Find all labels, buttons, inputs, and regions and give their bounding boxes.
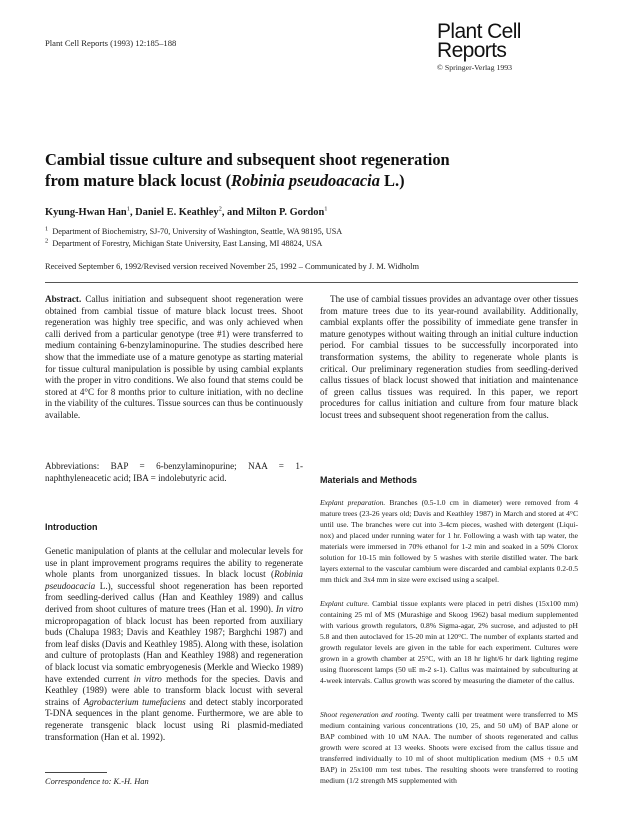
- intro-segment-5: and detect stably incorporated T-DNA sequences in the plant genome. Furthermore, we are able to regenerate transgenic black locust using Ri plasmid-mediated transformation (Han et al. 1992).: [45, 696, 303, 742]
- author-separator-1: ,: [129, 207, 136, 218]
- footnote-divider: [45, 772, 107, 773]
- author-1: Kyung-Hwan Han: [45, 207, 127, 218]
- intro-segment-4: methods for the species. Davis and Keathley (1989) were able to transform black locust with several strains of: [45, 673, 303, 707]
- author-2: Daniel E. Keathley: [135, 207, 219, 218]
- affiliation-2-text: Department of Forestry, Michigan State University, East Lansing, MI 48824, USA: [52, 239, 323, 248]
- affiliation-1-text: Department of Biochemistry, SJ-70, University of Washington, Seattle, WA 98195, USA: [52, 227, 343, 236]
- affiliation-2-mark: 2: [45, 237, 49, 245]
- author-1-affiliation-mark: 1: [126, 205, 130, 213]
- intro-italic-1: Robinia pseudoacacia: [45, 569, 303, 591]
- introduction-continued-text: The use of cambial tissues provides an advantage over other tissues from mature trees due to its year-round availability. Additionally, cambial explants offer the possibility of immediate gene transfer in mature genotypes without waiting through an initial culture induction period. For cambial tissues to be successfully incorporated into transformation systems, the ability to regenerate whole plants is critical. Our preliminary regeneration studies from seedling-derived callus tissues of black locust showed that initiation and maintenance of green callus tissues was required. In this paper, we report procedures for callus initiation and culture from four mature black locust trees and subsequent shoot regeneration from the callus.: [320, 294, 578, 420]
- affiliation-1-mark: 1: [45, 225, 49, 233]
- introduction-body: [45, 546, 303, 743]
- affiliation-2: [45, 238, 585, 250]
- abbreviations-text: Abbreviations: BAP = 6-benzylaminopurine; NAA = 1-naphthyleneacetic acid; IBA = indolebutyric acid.: [45, 461, 303, 483]
- title-line-1: Cambial tissue culture and subsequent shoot regeneration: [45, 150, 450, 169]
- explant-preparation-text: Branches (0.5-1.0 cm in diameter) were removed from 4 mature trees (23-26 years old; Davis and Keathley 1987) in March and stored at 4°C until use. The branches were cut into 3-4cm pieces, washed with detergent (Liqui-nox) and placed under running water for 1 hr. Following a wash with tap water, the materials were immersed in 70% ethanol for 1-2 min and soaked in a 50% Clorox solution for 10-15 min followed by 5 washes with sterile distilled water. The bark layers external to the vascular cambium were discarded and cambial explants 0.2-0.5 mm thick and 3x4 mm in size were excised using a scalpel.: [320, 498, 578, 584]
- intro-segment-2: L.), successful shoot regeneration has been reported from seedling-derived callus (Han and Keathley 1989) and callus derived from shoot cultures of mature trees (Han et al. 1990).: [45, 580, 303, 614]
- author-3-affiliation-mark: 1: [324, 205, 328, 213]
- shoot-regeneration-section: [320, 709, 578, 786]
- explant-culture-label: Explant culture.: [320, 599, 370, 608]
- explant-culture-section: [320, 598, 578, 686]
- explant-preparation-section: [320, 497, 578, 585]
- intro-italic-3: in vitro: [133, 673, 162, 684]
- journal-logo-line-2: Reports: [437, 39, 507, 62]
- intro-segment-3: micropropagation of black locust has been reported from auxiliary buds (Chalupa 1983; Davis and Keathley 1987; Barghchi 1987) and from leaf disks (Davis and Keathley 1985). Along with these, isolation and culture of protoplasts (Han and Keathley 1988) and regeneration of black locust via somatic embryogenesis (Merkle and Wiecko 1989) have extended current: [45, 615, 303, 684]
- paper-title: [45, 150, 565, 191]
- title-line-2-prefix: from mature black locust (: [45, 170, 232, 190]
- author-separator-2: , and: [221, 207, 247, 218]
- journal-logo-line-1: Plant Cell: [437, 20, 521, 43]
- explant-culture-text: Cambial tissue explants were placed in petri dishes (15x100 mm) containing 25 ml of MS (Murashige and Skoog 1962) basal medium supplemented with various growth regulators, 0.8% Sigma-agar, 2% sucrose, and adjusted to pH 5.8 and then autoclaved for 15-20 min at 120°C. The number of explants started and growth regulator levels are given in the table for each experiment. Cultures were grown in a growth chamber at 25°C, with an 18 hr light/6 hr dark lighting regime using fluorescent lamps (50 uE m-2 s-1). Callus was maintained by subculturing at 4-week intervals. Callus growth was scored by measuring the diameter of the callus.: [320, 599, 579, 685]
- author-list: [45, 207, 327, 218]
- title-line-2-suffix: L.): [379, 170, 405, 190]
- author-3: Milton P. Gordon: [246, 207, 325, 218]
- methods-heading: Materials and Methods: [320, 475, 418, 485]
- title-species-name: Robinia pseudoacacia: [231, 170, 380, 190]
- journal-reference: Plant Cell Reports (1993) 12:185–188: [45, 38, 177, 48]
- abstract: [45, 294, 303, 422]
- abstract-label: Abstract.: [45, 294, 82, 304]
- explant-preparation-label: Explant preparation.: [320, 498, 386, 507]
- shoot-regeneration-text: Twenty calli per treatment were transferred to MS medium containing various concentrations (10, 25, and 50 uM) of BAP alone or BAP combined with 10 uM NAA. The number of shoots regenerated and callus growth were scored at 13 weeks. Shoots were excised from the callus tissue and transferred individually to 10 ml of shoot multiplication medium (MS + 0.5 uM BAP) in 25x100 mm test tubes. The resulting shoots were transferred to rooting medium (1/2 strength MS supplemented with: [320, 710, 578, 785]
- header-divider: [45, 282, 578, 283]
- abstract-text: Callus initiation and subsequent shoot regeneration were obtained from cambial tissue of mature black locust trees. Shoot regeneration was highly tree specific, and was only achieved when calli derived from a particular genotype (tree #1) were transferred to medium containing 6-benzylaminopurine. The studies described here show that the immediate use of a mature genotype as starting material for tissue cultural manipulation is possible by using cambial explants with the proper in vitro conditions. We also found that stems could be stored at 4°C for 8 months prior to culture initiation, with no decline in the viability of the cultures. Tissue sources can thus be continuously available.: [45, 294, 304, 420]
- intro-segment-1: Genetic manipulation of plants at the cellular and molecular levels for use in plant improvement programs requires the ability to regenerate whole plants from unorganized tissues. In black locust (: [45, 546, 303, 580]
- introduction-continued: [320, 294, 578, 422]
- intro-italic-2: In vitro: [275, 603, 304, 614]
- author-2-affiliation-mark: 2: [218, 205, 222, 213]
- intro-italic-4: Agrobacterium tumefaciens: [83, 696, 186, 707]
- copyright-notice: © Springer-Verlag 1993: [437, 63, 513, 72]
- received-dates: Received September 6, 1992/Revised version received November 25, 1992 – Communicated by J. M. Widholm: [45, 262, 419, 271]
- shoot-regeneration-label: Shoot regeneration and rooting.: [320, 710, 420, 719]
- abbreviations: [45, 461, 303, 484]
- affiliations: [45, 226, 585, 250]
- correspondence-text: Correspondence to: K.-H. Han: [45, 777, 149, 786]
- correspondence-note: [45, 777, 149, 786]
- introduction-heading: Introduction: [45, 522, 98, 532]
- affiliation-1: [45, 226, 585, 238]
- journal-brand: [437, 22, 587, 72]
